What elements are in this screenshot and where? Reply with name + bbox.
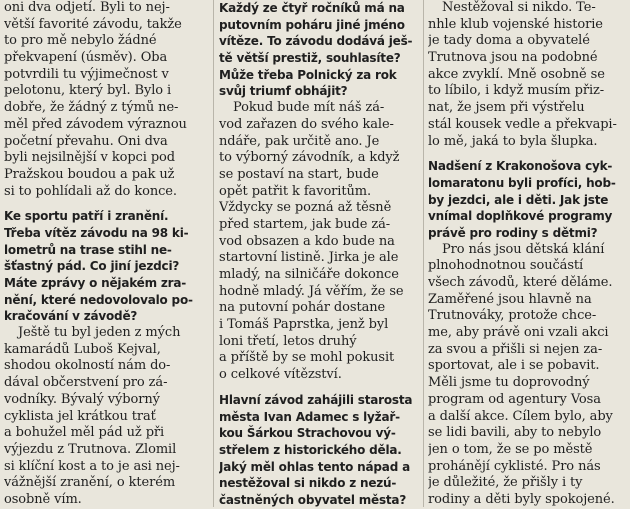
paragraph-gap	[428, 150, 628, 158]
text-line: potvrdili tu výjimečnost v	[4, 66, 169, 82]
text-line: putovním poháru jiné jméno	[219, 17, 405, 32]
text-line: to pro mě nebylo žádné	[4, 33, 157, 49]
text-line: program od agentury Vosa	[428, 391, 601, 407]
text-line: hodně mladý. Já věřím, že se	[219, 283, 404, 299]
text-line: Zaměřené jsou hlavně na	[428, 291, 592, 307]
text-line: me, aby právě oni vzali akci	[428, 325, 609, 341]
text-line: dával občerstvení pro zá-	[4, 375, 168, 391]
text-line: Pražskou boudou a pak už	[4, 166, 175, 182]
interview-answer	[4, 0, 208, 200]
text-line: a příště by se mohl pokusit	[219, 350, 395, 366]
text-line: lomaratonu byli profíci, hob-	[428, 175, 616, 190]
column-2	[219, 0, 419, 509]
paragraph-gap	[4, 200, 208, 208]
text-line: opět patřit k favoritům.	[219, 183, 371, 199]
text-line: je důležité, že přišly i ty	[428, 475, 583, 491]
text-line: sportovat, ale i se pobavit.	[428, 358, 600, 374]
text-line: akce zvyklí. Mně osobně se	[428, 66, 605, 82]
text-line: před startem, jak bude zá-	[219, 216, 391, 232]
text-line: tě větší prestiž, souhlasíte?	[219, 51, 401, 66]
text-line: Pokud bude mít náš zá-	[233, 100, 385, 116]
text-line: kamarádů Luboš Kejval,	[4, 341, 161, 357]
text-line: mladý, na silničáře dokonce	[219, 267, 399, 282]
interview-answer	[219, 100, 419, 384]
interview-question	[428, 158, 628, 241]
text-line: Třeba vítěz závodu na 98 ki-	[4, 225, 189, 240]
text-line: častněných obyvatel města?	[219, 492, 407, 507]
text-line: vod zařazen do svého kale-	[219, 116, 394, 132]
text-line: všech závodů, které děláme.	[428, 275, 613, 290]
text-line: prohánějí cyklisté. Pro nás	[428, 458, 601, 474]
text-line: vítěze. To závodu dodává ješ-	[219, 34, 413, 49]
text-line: Trutnova jsou na podobné	[428, 50, 598, 66]
paragraph-gap	[219, 384, 419, 392]
interview-answer	[428, 242, 628, 509]
text-line: nestěžoval si nikdo z nezú-	[219, 476, 397, 491]
text-line: právě pro rodiny s dětmi?	[428, 225, 598, 240]
text-line: to líbilo, i když musím přiz-	[428, 83, 605, 99]
text-line: Může třeba Polnický za rok	[219, 67, 397, 82]
text-line: Měli jsme tu doprovodný	[428, 375, 590, 391]
text-line: cyklista jel krátkou trať	[4, 408, 156, 424]
text-line: Ještě tu byl jeden z mých	[18, 325, 181, 341]
text-line: lometrů na trase stihl ne-	[4, 242, 172, 257]
text-line: šťastný pád. Co jiní jezdci?	[4, 259, 180, 274]
text-line: Ke sportu patří i zranění.	[4, 209, 169, 224]
interview-answer	[428, 0, 628, 150]
text-line: oni dva odjetí. Byli to nej-	[4, 0, 170, 15]
text-line: Nestěžoval si nikdo. Te-	[442, 0, 596, 15]
text-line: vodníky. Bývalý výborný	[4, 391, 160, 407]
interview-answer	[4, 325, 208, 509]
text-line: města Ivan Adamec s lyžař-	[219, 409, 400, 424]
text-line: Nadšení z Krakonošova cyk-	[428, 159, 613, 174]
text-line: nění, které nedovolovalo po-	[4, 292, 193, 307]
text-line: vážnější zranění, o kterém	[4, 475, 176, 491]
text-line: plnohodnotnou součástí	[428, 258, 584, 274]
text-line: výjezdu z Trutnova. Zlomil	[4, 441, 177, 457]
text-line: svůj triumf obhájit?	[219, 84, 348, 99]
text-line: lo mě, jaká to byla šlupka.	[428, 133, 598, 149]
text-line: Hlavní závod zahájili starosta	[219, 392, 413, 407]
text-line: ndáře, pak určitě ano. Je	[219, 133, 380, 149]
text-line: je tady doma a obyvatelé	[428, 33, 590, 49]
text-line: by jezdci, ale i děti. Jak jste	[428, 192, 609, 207]
column-3	[428, 0, 628, 509]
text-line: to výborný závodník, a když	[219, 150, 400, 166]
text-line: o celkové vítězství.	[219, 367, 342, 383]
text-line: větší favorité závodu, takže	[4, 16, 182, 32]
text-line: byli nejsilnější v kopci pod	[4, 150, 175, 166]
text-line: Vždycky se pozná až těsně	[219, 200, 392, 216]
text-line: nhle klub vojenské historie	[428, 16, 603, 32]
text-line: dobře, že žádný z týmů ne-	[4, 100, 179, 116]
text-line: i Tomáš Paprstka, jenž byl	[219, 317, 389, 333]
text-line: loni třetí, letos druhý	[219, 333, 357, 349]
text-line: Máte zprávy o nějakém zra-	[4, 276, 187, 290]
column-divider	[213, 0, 214, 507]
text-line: rodiny a děti byly spokojené.	[428, 491, 615, 507]
text-line: vod obsazen a kdo bude na	[219, 233, 395, 249]
text-line: na putovní pohár dostane	[219, 300, 386, 316]
text-line: si klíční kost a to je asi nej-	[4, 458, 180, 474]
text-line: kou Šárkou Strachovou vý-	[219, 426, 396, 441]
text-line: Jaký měl ohlas tento nápad a	[219, 459, 410, 474]
column-1	[4, 0, 208, 509]
text-line: shodou okolností nám do-	[4, 358, 171, 374]
text-line: startovní listině. Jirka je ale	[219, 250, 399, 266]
text-line: pelotonu, který byl. Bylo i	[4, 83, 172, 99]
text-line: se lidi bavili, aby to nebylo	[428, 425, 602, 441]
text-line: si to pohlídali až do konce.	[4, 183, 177, 199]
text-line: jen o tom, že se po městě	[428, 441, 593, 457]
text-line: osobně vím.	[4, 491, 82, 507]
text-line: stál kousek vedle a překvapi-	[428, 116, 617, 132]
text-line: a bohužel měl pád už při	[4, 425, 165, 441]
text-line: měl před závodem výraznou	[4, 116, 187, 132]
interview-question	[4, 208, 208, 325]
interview-question	[219, 392, 419, 509]
text-line: střelem z historického děla.	[219, 442, 402, 457]
text-line: Pro nás jsou dětská klání	[442, 241, 605, 257]
column-divider	[423, 0, 424, 507]
text-line: překvapení (úsměv). Oba	[4, 50, 168, 66]
text-line: nat, že jsem při výstřelu	[428, 100, 585, 116]
text-line: se postaví na start, bude	[219, 166, 379, 182]
text-line: vnímal doplňkové programy	[428, 209, 613, 224]
text-line: Trutnováky, protože chce-	[428, 308, 597, 324]
text-line: kračování v závodě?	[4, 309, 138, 324]
text-line: za svou a přišli si nejen za-	[428, 341, 603, 357]
interview-question	[219, 0, 419, 100]
text-line: a další akce. Cílem bylo, aby	[428, 408, 613, 424]
text-line: početní převahu. Oni dva	[4, 133, 168, 149]
text-line: Každý ze čtyř ročníků má na	[219, 1, 405, 15]
